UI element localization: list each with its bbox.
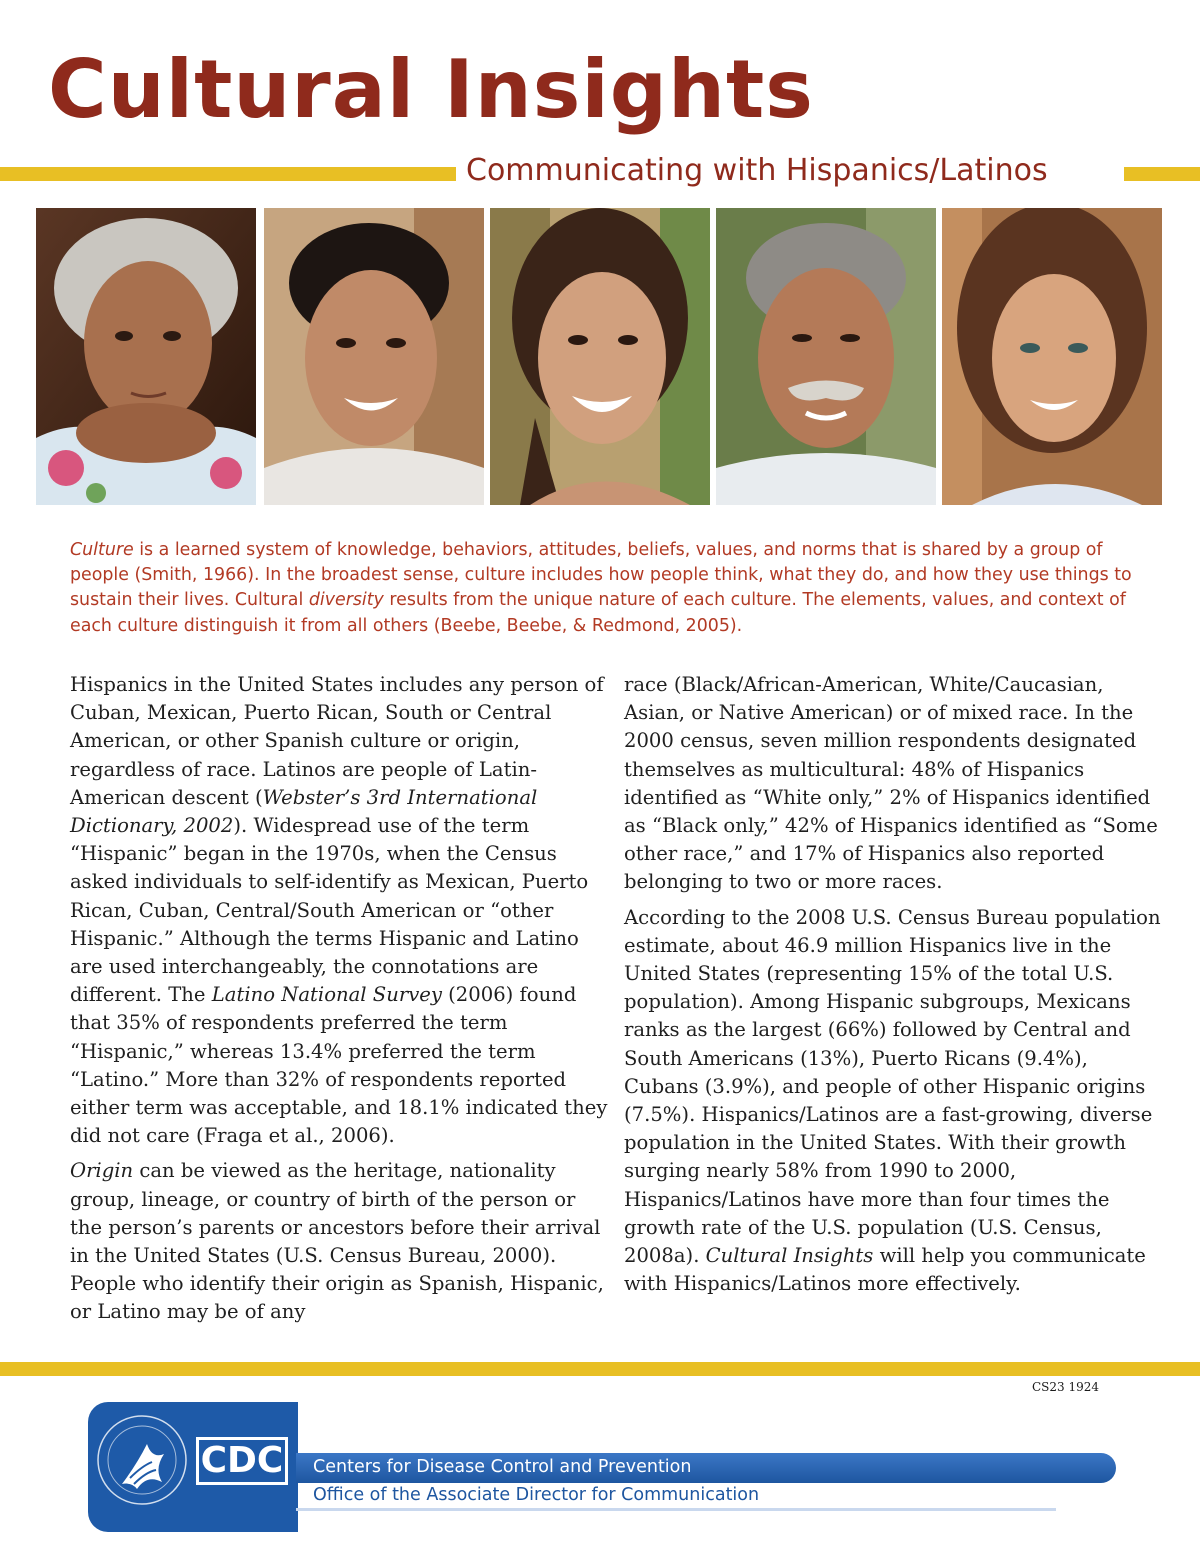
term-diversity: diversity: [308, 590, 384, 611]
portrait-young-man: [264, 208, 484, 505]
page-title: Cultural Insights: [48, 43, 814, 136]
accent-rule-left: [0, 167, 456, 181]
culture-definition: [70, 538, 1140, 639]
org-name: Centers for Disease Control and Prevention: [313, 1457, 692, 1477]
paragraph-population: [624, 904, 1164, 1299]
portrait-older-man: [716, 208, 936, 505]
hhs-seal-icon: [92, 1404, 192, 1516]
office-name: Office of the Associate Director for Communication: [313, 1485, 760, 1505]
page-subtitle: Communicating with Hispanics/Latinos: [466, 153, 1048, 188]
term-culture: Culture: [70, 540, 134, 560]
accent-rule-right: [1124, 167, 1200, 181]
paragraph-census-race: race (Black/African-American, White/Caucasian, Asian, or Native American) or of mixed race. In the 2000 census, seven million respondents designated themselves as multicultural: 48% of Hispanics identified as “White only,” 2% of Hispanics identified as “Black only,” 42% of Hispanics identified as “Some other race,” and 17% of Hispanics also reported belonging to two or more races.: [624, 673, 1158, 894]
citation-survey: Latino National Survey: [211, 983, 442, 1007]
document-code: CS23 1924: [1032, 1380, 1100, 1394]
office-underline: [296, 1508, 1056, 1511]
title-reference: Cultural Insights: [705, 1244, 874, 1268]
portrait-girl: [942, 208, 1162, 505]
paragraph-origin: [70, 1157, 610, 1326]
text: ). Widespread use of the term “Hispanic” began in the 1970s, when the Census asked individuals to self-identify as Mexican, Puerto Rican, Cuban, Central/South American or “other Hispanic.” Although the terms Hispanic and Latino are used interchangeably, the connotations are different. The: [70, 814, 589, 1007]
term-origin: Origin: [70, 1159, 134, 1183]
text: According to the 2008 U.S. Census Bureau population estimate, about 46.9 million Hispanics live in the United States (representing 15% of the total U.S. population). Among Hispanic subgroups, Mexicans ranks as the largest (66%) followed by Central and South Americans (13%), Puerto Ricans (9.4%), Cubans (3.9%), and people of other Hispanic origins (7.5%). Hispanics/Latinos are a fast-growing, diverse population in the United States. With their growth surging nearly 58% from 1990 to 2000, Hispanics/Latinos have more than four times the growth rate of the U.S. population (U.S. Census, 2008a).: [624, 905, 1161, 1268]
paragraph-hispanic-definition: [70, 671, 610, 1150]
text: (2006) found that 35% of respondents preferred the term “Hispanic,” whereas 13.4% preferred the term “Latino.” More than 32% of respondents reported either term was acceptable, and 18.1% indicated they did not care (Fraga et al., 2006).: [70, 983, 608, 1148]
portrait-strip: [36, 208, 1162, 505]
portrait-older-woman: [36, 208, 256, 505]
intro-text-2: results from the unique nature of each culture. The elements, values, and context of each culture distinguish it from all others (Beebe, Beebe, & Redmond, 2005).: [70, 590, 1126, 636]
right-column: [624, 671, 1164, 1305]
cdc-logo: CDC: [196, 1437, 288, 1485]
text: can be viewed as the heritage, nationality group, lineage, or country of birth of the person or the person’s parents or ancestors before their arrival in the United States (U.S. Census Bureau, 2000). People who identify their origin as Spanish, Hispanic, or Latino may be of any: [70, 1159, 604, 1324]
text: will help you communicate with Hispanics/Latinos more effectively.: [624, 1244, 1146, 1296]
left-column: [70, 671, 610, 1334]
citation-dictionary: Webster’s 3rd International Dictionary, 2002: [70, 785, 538, 838]
portrait-young-woman: [490, 208, 710, 505]
intro-text-1: is a learned system of knowledge, behaviors, attitudes, beliefs, values, and norms that is shared by a group of people (Smith, 1966). In the broadest sense, culture includes how people think, what they do, and how they use things to sustain their lives. Cultural: [70, 540, 1132, 611]
text: Hispanics in the United States includes any person of Cuban, Mexican, Puerto Rican, South or Central American, or other Spanish culture or origin, regardless of race. Latinos are people of Latin-American descent (: [70, 673, 604, 809]
accent-rule-bottom: [0, 1362, 1200, 1376]
